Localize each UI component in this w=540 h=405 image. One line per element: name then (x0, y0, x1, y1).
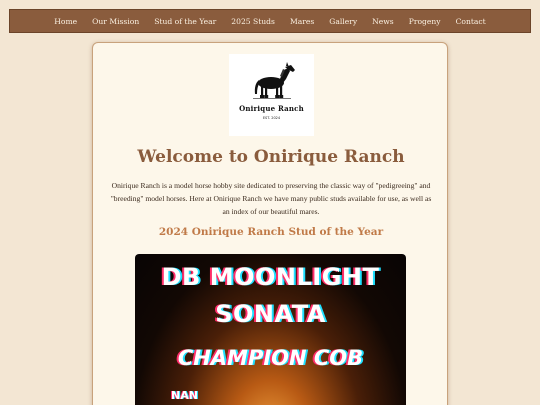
stud-of-the-year-heading: 2024 Onirique Ranch Stud of the Year (158, 226, 384, 238)
stud-poster-image (135, 254, 406, 405)
nav-item-2025-studs[interactable]: 2025 Studs (231, 16, 275, 26)
intro-paragraph: Onirique Ranch is a model horse hobby site dedicated to preserving the classic way of "pedigreeing" and "breeding" model horses. Here at Onirique Ranch we have many public studs available for use, as well as an index of our beautiful mares. (110, 181, 432, 216)
poster-line-2: SONATA (215, 300, 326, 328)
logo-est: EST. 2024 (262, 116, 281, 120)
nav-item-progeny[interactable]: Progeny (408, 16, 441, 26)
nav-item-gallery[interactable]: Gallery (329, 16, 358, 26)
content-card (92, 42, 448, 405)
poster-line-3: CHAMPION COB (177, 346, 364, 370)
poster-line-1: DB MOONLIGHT (161, 263, 380, 291)
horse-icon (229, 54, 314, 104)
poster-line-4: NAN (171, 389, 198, 402)
ranch-logo (229, 54, 314, 136)
nav-item-our-mission[interactable]: Our Mission (92, 16, 140, 26)
logo-name: Onirique Ranch (239, 104, 304, 113)
nav-bar (9, 9, 531, 33)
nav-item-home[interactable]: Home (54, 16, 78, 26)
nav-item-mares[interactable]: Mares (289, 16, 315, 26)
nav-item-stud-of-the-year[interactable]: Stud of the Year (154, 16, 217, 26)
page-title: Welcome to Onirique Ranch (137, 147, 405, 167)
nav-item-news[interactable]: News (372, 16, 394, 26)
nav-item-contact[interactable]: Contact (455, 16, 486, 26)
